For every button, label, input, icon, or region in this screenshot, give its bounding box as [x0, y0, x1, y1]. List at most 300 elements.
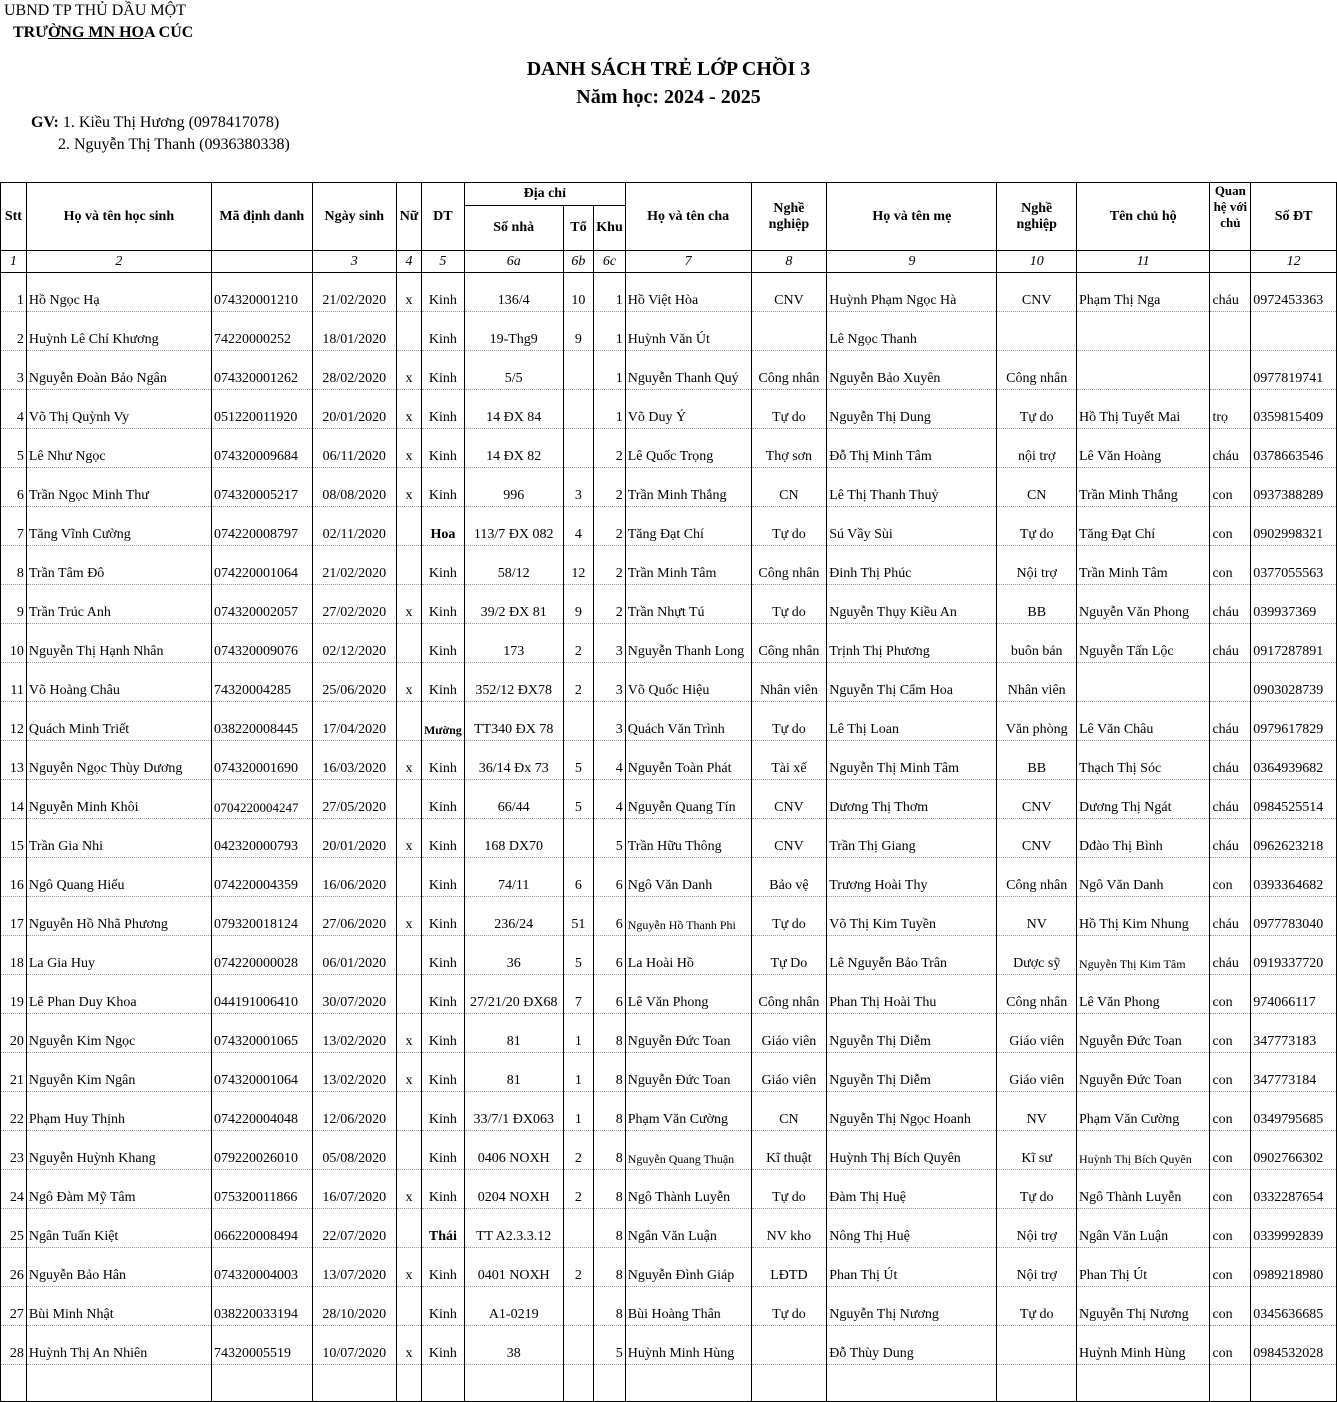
col-ethnicity: DT	[421, 183, 464, 251]
stt-cell: 8	[1, 546, 27, 585]
col-student-name: Họ và tên học sinh	[26, 183, 211, 251]
index-cell: 10	[997, 251, 1077, 273]
col-phone: Số ĐT	[1251, 183, 1337, 251]
female-cell	[397, 1092, 422, 1131]
table-row	[1, 468, 1337, 507]
ethnicity-cell: Kinh	[421, 273, 464, 312]
area-cell: 4	[594, 780, 625, 819]
dob-cell: 13/07/2020	[312, 1248, 396, 1287]
mother-name-cell: Nguyễn Thị Diễm	[827, 1014, 997, 1053]
stt-cell: 24	[1, 1170, 27, 1209]
area-cell: 3	[594, 624, 625, 663]
id-code-cell: 074320001262	[211, 351, 312, 390]
area-cell: 6	[594, 858, 625, 897]
phone-cell: 0345636685	[1251, 1287, 1337, 1326]
stt-cell: 23	[1, 1131, 27, 1170]
area-cell: 1	[594, 351, 625, 390]
female-cell: x	[397, 585, 422, 624]
phone-cell: 0979617829	[1251, 702, 1337, 741]
phone-cell: 0977819741	[1251, 351, 1337, 390]
id-code-cell: 0704220004247	[211, 780, 312, 819]
householder-cell: Huỳnh Thị Bích Quyên	[1076, 1131, 1209, 1170]
area-cell: 6	[594, 975, 625, 1014]
student-name-cell: Tăng Vĩnh Cường	[26, 507, 211, 546]
table-row	[1, 507, 1337, 546]
ethnicity-cell: Kinh	[421, 1248, 464, 1287]
mother-name-cell: Đỗ Thị Minh Tâm	[827, 429, 997, 468]
householder-cell: Nguyễn Thị Nương	[1076, 1287, 1209, 1326]
relation-cell	[1210, 663, 1251, 702]
mother-name-cell: Đàm Thị Huệ	[827, 1170, 997, 1209]
ethnicity-cell: Hoa	[421, 507, 464, 546]
mother-name-cell: Nguyễn Thị Nương	[827, 1287, 997, 1326]
mother-job-cell: Nội trợ	[997, 1209, 1077, 1248]
student-rows	[1, 251, 1337, 1402]
student-name-cell: Trần Trúc Anh	[26, 585, 211, 624]
ethnicity-cell: Kinh	[421, 1170, 464, 1209]
father-name-cell: Ngô Văn Danh	[625, 858, 751, 897]
dob-cell: 05/08/2020	[312, 1131, 396, 1170]
area-cell: 2	[594, 507, 625, 546]
stt-cell: 9	[1, 585, 27, 624]
dob-cell: 13/02/2020	[312, 1014, 396, 1053]
dob-cell: 12/06/2020	[312, 1092, 396, 1131]
ethnicity-cell: Kinh	[421, 1092, 464, 1131]
id-code-cell: 074220001064	[211, 546, 312, 585]
father-job-cell: Nhân viên	[751, 663, 827, 702]
phone-cell: 0364939682	[1251, 741, 1337, 780]
father-job-cell: Công nhân	[751, 624, 827, 663]
phone-cell: 0393364682	[1251, 858, 1337, 897]
ethnicity-cell: Kinh	[421, 1287, 464, 1326]
org-name: UBND TP THỦ DẦU MỘT	[4, 2, 186, 19]
group-cell: 2	[563, 1131, 594, 1170]
col-father-job: Nghề nghiệp	[751, 183, 827, 251]
student-name-cell: Nguyễn Đoàn Bảo Ngân	[26, 351, 211, 390]
father-name-cell: Quách Văn Trình	[625, 702, 751, 741]
father-job-cell: Tài xế	[751, 741, 827, 780]
empty-cell	[563, 1365, 594, 1402]
ethnicity-cell: Kinh	[421, 780, 464, 819]
father-job-cell: Tự do	[751, 1170, 827, 1209]
index-cell: 6c	[594, 251, 625, 273]
relation-cell: con	[1210, 975, 1251, 1014]
house-no-cell: 173	[464, 624, 563, 663]
id-code-cell: 038220033194	[211, 1287, 312, 1326]
ethnicity-cell: Kinh	[421, 1053, 464, 1092]
phone-cell: 0937388289	[1251, 468, 1337, 507]
student-name-cell: Trần Tâm Đô	[26, 546, 211, 585]
student-name-cell: Nguyễn Hồ Nhã Phương	[26, 897, 211, 936]
ethnicity-cell: Kinh	[421, 858, 464, 897]
relation-cell: cháu	[1210, 429, 1251, 468]
student-name-cell: Phạm Huy Thịnh	[26, 1092, 211, 1131]
student-name-cell: Hồ Ngọc Hạ	[26, 273, 211, 312]
householder-cell: Dương Thị Ngát	[1076, 780, 1209, 819]
student-name-cell: Võ Hoàng Châu	[26, 663, 211, 702]
father-name-cell: Nguyễn Đức Toan	[625, 1014, 751, 1053]
father-name-cell: Tăng Đạt Chí	[625, 507, 751, 546]
dob-cell: 27/06/2020	[312, 897, 396, 936]
father-job-cell: Kĩ thuật	[751, 1131, 827, 1170]
table-row	[1, 663, 1337, 702]
dob-cell: 16/07/2020	[312, 1170, 396, 1209]
empty-cell	[312, 1365, 396, 1402]
stt-cell: 21	[1, 1053, 27, 1092]
mother-job-cell: Nội trợ	[997, 1248, 1077, 1287]
student-name-cell: Huỳnh Thị An Nhiên	[26, 1326, 211, 1365]
stt-cell: 22	[1, 1092, 27, 1131]
father-job-cell: Tự do	[751, 1287, 827, 1326]
female-cell: x	[397, 741, 422, 780]
teacher-label: GV:	[31, 114, 59, 131]
relation-cell: con	[1210, 1014, 1251, 1053]
mother-job-cell: Giáo viên	[997, 1053, 1077, 1092]
father-name-cell: Võ Quốc Hiệu	[625, 663, 751, 702]
ethnicity-cell: Thái	[421, 1209, 464, 1248]
mother-job-cell: BB	[997, 585, 1077, 624]
group-cell: 2	[563, 1248, 594, 1287]
householder-cell: Phạm Thị Nga	[1076, 273, 1209, 312]
id-code-cell: 074220000028	[211, 936, 312, 975]
col-address: Địa chỉ	[464, 183, 625, 206]
father-job-cell: Tự Do	[751, 936, 827, 975]
table-row	[1, 936, 1337, 975]
group-cell: 10	[563, 273, 594, 312]
mother-name-cell: Lê Nguyễn Bảo Trân	[827, 936, 997, 975]
id-code-cell: 074320005217	[211, 468, 312, 507]
stt-cell: 14	[1, 780, 27, 819]
col-dob: Ngày sinh	[312, 183, 396, 251]
relation-cell: con	[1210, 1170, 1251, 1209]
col-group: Tổ	[563, 206, 594, 251]
id-code-cell: 74320004285	[211, 663, 312, 702]
stt-cell: 7	[1, 507, 27, 546]
ethnicity-cell: Kinh	[421, 312, 464, 351]
ethnicity-cell: Kinh	[421, 741, 464, 780]
index-cell: 6b	[563, 251, 594, 273]
father-name-cell: Nguyễn Đình Giáp	[625, 1248, 751, 1287]
mother-name-cell: Trịnh Thị Phương	[827, 624, 997, 663]
school-name-part-c: A CÚC	[143, 24, 194, 41]
col-female: Nữ	[397, 183, 422, 251]
index-cell	[1210, 251, 1251, 273]
group-cell	[563, 429, 594, 468]
mother-name-cell: Nguyễn Thị Diễm	[827, 1053, 997, 1092]
householder-cell: Lê Văn Phong	[1076, 975, 1209, 1014]
female-cell: x	[397, 897, 422, 936]
householder-cell	[1076, 663, 1209, 702]
dob-cell: 22/07/2020	[312, 1209, 396, 1248]
house-no-cell: 0406 NOXH	[464, 1131, 563, 1170]
mother-name-cell: Võ Thị Kim Tuyền	[827, 897, 997, 936]
mother-job-cell: Công nhân	[997, 975, 1077, 1014]
ethnicity-cell: Kinh	[421, 1326, 464, 1365]
dob-cell: 21/02/2020	[312, 546, 396, 585]
school-name-part-b: ỜNG MN HO	[47, 24, 144, 41]
id-code-cell: 051220011920	[211, 390, 312, 429]
ethnicity-cell: Kinh	[421, 1014, 464, 1053]
mother-name-cell: Dương Thị Thơm	[827, 780, 997, 819]
house-no-cell: 996	[464, 468, 563, 507]
householder-cell	[1076, 351, 1209, 390]
father-name-cell: Ngân Văn Luận	[625, 1209, 751, 1248]
stt-cell: 17	[1, 897, 27, 936]
id-code-cell: 074320001690	[211, 741, 312, 780]
father-name-cell: Bùi Hoàng Thân	[625, 1287, 751, 1326]
mother-name-cell: Sú Vầy Sùi	[827, 507, 997, 546]
father-job-cell: Tự do	[751, 585, 827, 624]
id-code-cell: 074320009076	[211, 624, 312, 663]
index-cell: 3	[312, 251, 396, 273]
householder-cell: Dđào Thị Bình	[1076, 819, 1209, 858]
empty-cell	[625, 1365, 751, 1402]
father-name-cell: Trần Minh Tâm	[625, 546, 751, 585]
mother-job-cell: Kĩ sư	[997, 1131, 1077, 1170]
school-name-part-a: TRƯ	[13, 24, 48, 41]
mother-name-cell: Nông Thị Huệ	[827, 1209, 997, 1248]
group-cell	[563, 390, 594, 429]
school-name	[13, 24, 193, 42]
ethnicity-cell: Kinh	[421, 1131, 464, 1170]
group-cell: 1	[563, 1053, 594, 1092]
ethnicity-cell: Kinh	[421, 351, 464, 390]
table-row	[1, 1131, 1337, 1170]
student-name-cell: Trần Gia Nhi	[26, 819, 211, 858]
phone-cell: 347773184	[1251, 1053, 1337, 1092]
stt-cell: 19	[1, 975, 27, 1014]
phone-cell: 347773183	[1251, 1014, 1337, 1053]
father-name-cell: Ngô Thành Luyễn	[625, 1170, 751, 1209]
mother-name-cell: Nguyễn Thị Ngọc Hoanh	[827, 1092, 997, 1131]
area-cell: 3	[594, 663, 625, 702]
householder-cell: Phan Thị Út	[1076, 1248, 1209, 1287]
group-cell: 2	[563, 1170, 594, 1209]
group-cell: 9	[563, 585, 594, 624]
table-row	[1, 1053, 1337, 1092]
group-cell: 1	[563, 1014, 594, 1053]
mother-job-cell: CNV	[997, 819, 1077, 858]
father-name-cell: Nguyễn Quang Thuận	[625, 1131, 751, 1170]
group-cell: 2	[563, 663, 594, 702]
area-cell: 5	[594, 819, 625, 858]
relation-cell: con	[1210, 507, 1251, 546]
group-cell: 6	[563, 858, 594, 897]
female-cell	[397, 624, 422, 663]
householder-cell: Trần Minh Thắng	[1076, 468, 1209, 507]
mother-name-cell: Nguyễn Thị Cẩm Hoa	[827, 663, 997, 702]
dob-cell: 28/10/2020	[312, 1287, 396, 1326]
dob-cell: 10/07/2020	[312, 1326, 396, 1365]
female-cell: x	[397, 663, 422, 702]
relation-cell: cháu	[1210, 936, 1251, 975]
house-no-cell: TT A2.3.3.12	[464, 1209, 563, 1248]
father-name-cell: Nguyễn Hồ Thanh Phi	[625, 897, 751, 936]
table-row	[1, 546, 1337, 585]
group-cell: 12	[563, 546, 594, 585]
father-job-cell: CNV	[751, 819, 827, 858]
table-row	[1, 1209, 1337, 1248]
father-job-cell: CNV	[751, 780, 827, 819]
table-row	[1, 1326, 1337, 1365]
id-code-cell: 038220008445	[211, 702, 312, 741]
householder-cell: Trần Minh Tâm	[1076, 546, 1209, 585]
id-code-cell: 079220026010	[211, 1131, 312, 1170]
phone-cell: 0902998321	[1251, 507, 1337, 546]
table-row	[1, 1170, 1337, 1209]
mother-name-cell: Đỗ Thùy Dung	[827, 1326, 997, 1365]
area-cell: 6	[594, 936, 625, 975]
house-no-cell: 38	[464, 1326, 563, 1365]
phone-cell: 0972453363	[1251, 273, 1337, 312]
empty-row	[1, 1365, 1337, 1402]
father-name-cell: La Hoài Hồ	[625, 936, 751, 975]
father-job-cell: Công nhân	[751, 975, 827, 1014]
relation-cell: con	[1210, 546, 1251, 585]
empty-cell	[751, 1365, 827, 1402]
householder-cell: Lê Văn Hoàng	[1076, 429, 1209, 468]
index-cell: 6a	[464, 251, 563, 273]
female-cell: x	[397, 1170, 422, 1209]
student-name-cell: Huỳnh Lê Chí Khương	[26, 312, 211, 351]
mother-job-cell: Dược sỹ	[997, 936, 1077, 975]
mother-name-cell: Trương Hoài Thy	[827, 858, 997, 897]
col-house-no: Số nhà	[464, 206, 563, 251]
mother-job-cell: NV	[997, 897, 1077, 936]
stt-cell: 15	[1, 819, 27, 858]
stt-cell: 5	[1, 429, 27, 468]
householder-cell: Nguyễn Đức Toan	[1076, 1053, 1209, 1092]
index-cell: 8	[751, 251, 827, 273]
mother-name-cell: Huỳnh Phạm Ngọc Hà	[827, 273, 997, 312]
stt-cell: 25	[1, 1209, 27, 1248]
col-householder: Tên chủ hộ	[1076, 183, 1209, 251]
female-cell	[397, 936, 422, 975]
table-row	[1, 273, 1337, 312]
householder-cell: Phạm Văn Cường	[1076, 1092, 1209, 1131]
mother-name-cell: Phan Thị Út	[827, 1248, 997, 1287]
group-cell: 5	[563, 936, 594, 975]
mother-job-cell: CNV	[997, 273, 1077, 312]
female-cell	[397, 507, 422, 546]
dob-cell: 30/07/2020	[312, 975, 396, 1014]
father-job-cell: Công nhân	[751, 546, 827, 585]
mother-job-cell: Tự do	[997, 1170, 1077, 1209]
area-cell: 8	[594, 1053, 625, 1092]
householder-cell: Hồ Thị Kim Nhung	[1076, 897, 1209, 936]
dob-cell: 06/11/2020	[312, 429, 396, 468]
phone-cell: 0977783040	[1251, 897, 1337, 936]
householder-cell: Lê Văn Châu	[1076, 702, 1209, 741]
area-cell: 3	[594, 702, 625, 741]
column-index-row	[1, 251, 1337, 273]
id-code-cell: 074320001065	[211, 1014, 312, 1053]
student-name-cell: Ngân Tuấn Kiệt	[26, 1209, 211, 1248]
female-cell	[397, 702, 422, 741]
dob-cell: 02/11/2020	[312, 507, 396, 546]
stt-cell: 20	[1, 1014, 27, 1053]
stt-cell: 27	[1, 1287, 27, 1326]
empty-cell	[997, 1365, 1077, 1402]
empty-cell	[211, 1365, 312, 1402]
female-cell	[397, 780, 422, 819]
student-name-cell: Nguyễn Ngọc Thùy Dương	[26, 741, 211, 780]
ethnicity-cell: Kinh	[421, 897, 464, 936]
dob-cell: 02/12/2020	[312, 624, 396, 663]
relation-cell	[1210, 351, 1251, 390]
father-job-cell	[751, 1326, 827, 1365]
mother-name-cell: Huỳnh Thị Bích Quyên	[827, 1131, 997, 1170]
female-cell: x	[397, 468, 422, 507]
index-cell: 4	[397, 251, 422, 273]
house-no-cell: 81	[464, 1014, 563, 1053]
col-area: Khu	[594, 206, 625, 251]
stt-cell: 3	[1, 351, 27, 390]
phone-cell: 0984532028	[1251, 1326, 1337, 1365]
table-row	[1, 429, 1337, 468]
table-row	[1, 858, 1337, 897]
female-cell: x	[397, 1014, 422, 1053]
student-name-cell: Trần Ngọc Minh Thư	[26, 468, 211, 507]
mother-job-cell: CNV	[997, 780, 1077, 819]
phone-cell: 039937369	[1251, 585, 1337, 624]
father-name-cell: Huỳnh Văn Út	[625, 312, 751, 351]
id-code-cell: 074220004048	[211, 1092, 312, 1131]
father-job-cell: Bảo vệ	[751, 858, 827, 897]
index-cell: 12	[1251, 251, 1337, 273]
father-name-cell: Trần Nhựt Tú	[625, 585, 751, 624]
student-name-cell: Bùi Minh Nhật	[26, 1287, 211, 1326]
area-cell: 2	[594, 585, 625, 624]
father-name-cell: Trần Minh Thắng	[625, 468, 751, 507]
phone-cell: 0349795685	[1251, 1092, 1337, 1131]
id-code-cell: 079320018124	[211, 897, 312, 936]
householder-cell: Nguyễn Thị Kim Tâm	[1076, 936, 1209, 975]
stt-cell: 6	[1, 468, 27, 507]
mother-job-cell: CN	[997, 468, 1077, 507]
father-job-cell: Thợ sơn	[751, 429, 827, 468]
house-no-cell: 36	[464, 936, 563, 975]
father-name-cell: Hồ Việt Hòa	[625, 273, 751, 312]
house-no-cell: 36/14 Đx 73	[464, 741, 563, 780]
mother-job-cell: nội trợ	[997, 429, 1077, 468]
col-mother-job: Nghề nghiệp	[997, 183, 1077, 251]
house-no-cell: A1-0219	[464, 1287, 563, 1326]
group-cell: 2	[563, 624, 594, 663]
dob-cell: 20/01/2020	[312, 819, 396, 858]
phone-cell: 0919337720	[1251, 936, 1337, 975]
house-no-cell: TT340 ĐX 78	[464, 702, 563, 741]
table-row	[1, 351, 1337, 390]
householder-cell: Nguyễn Văn Phong	[1076, 585, 1209, 624]
student-table	[0, 182, 1337, 1402]
area-cell: 2	[594, 429, 625, 468]
phone-cell: 0903028739	[1251, 663, 1337, 702]
area-cell: 8	[594, 1092, 625, 1131]
stt-cell: 2	[1, 312, 27, 351]
mother-job-cell: Tự do	[997, 390, 1077, 429]
teacher-2: 2. Nguyễn Thị Thanh (0936380338)	[58, 136, 290, 153]
group-cell: 4	[563, 507, 594, 546]
father-name-cell: Nguyễn Đức Toan	[625, 1053, 751, 1092]
document-title: DANH SÁCH TRẺ LỚP CHỒI 3	[526, 58, 811, 80]
relation-cell: con	[1210, 468, 1251, 507]
mother-job-cell: Nhân viên	[997, 663, 1077, 702]
house-no-cell: 58/12	[464, 546, 563, 585]
mother-job-cell: Giáo viên	[997, 1014, 1077, 1053]
female-cell	[397, 1131, 422, 1170]
father-job-cell: CN	[751, 468, 827, 507]
